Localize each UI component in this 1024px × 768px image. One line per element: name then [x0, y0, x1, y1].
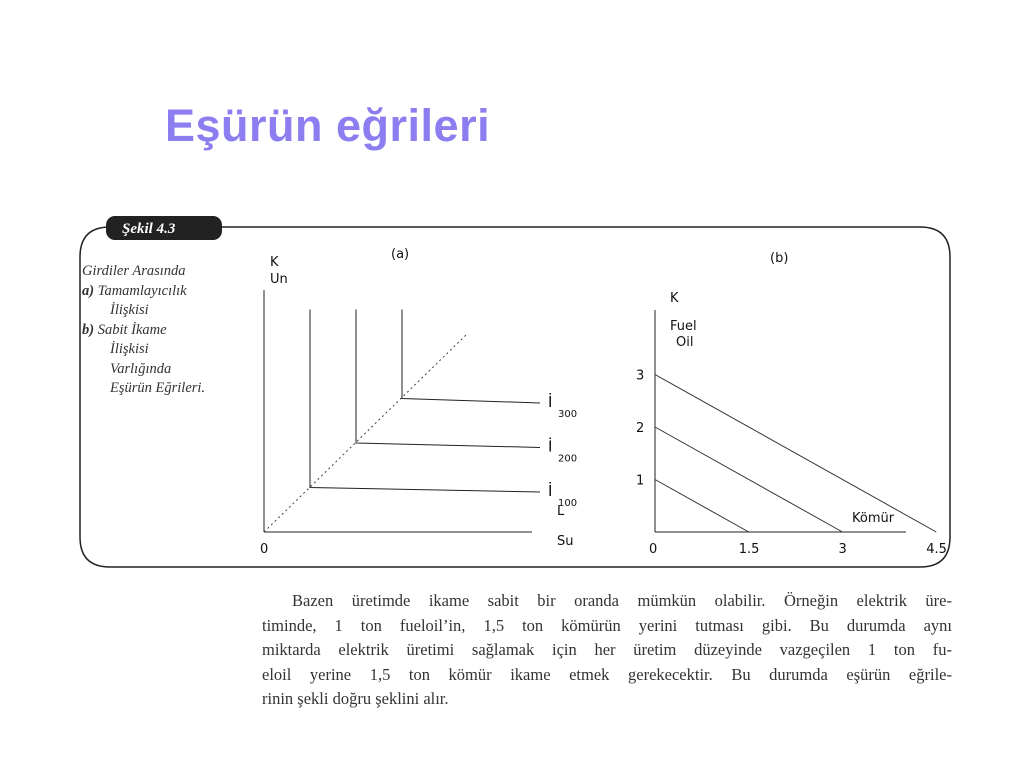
caption-item-b — [82, 321, 252, 341]
x-tick-label: 3 — [838, 542, 847, 557]
panel-b-xlabel: Kömür — [852, 511, 895, 526]
caption-b-marker: b) — [82, 321, 95, 338]
caption-a-marker: a) — [82, 282, 95, 299]
x-tick-label: 1.5 — [738, 542, 760, 557]
caption-a-text: Tamamlayıcılık — [97, 282, 187, 299]
caption-line-1: Girdiler Arasında — [82, 263, 186, 279]
isoquant-300 — [402, 310, 540, 403]
isoquant-label-sub-300: 300 — [558, 408, 578, 420]
panel-a-xlabel-2: Su — [557, 534, 574, 549]
straight-isoquant-2 — [655, 427, 843, 532]
isoquant-label-200: İ — [548, 437, 553, 456]
panel-a-label: (a) — [391, 247, 410, 262]
panel-b-origin: 0 — [649, 542, 658, 557]
y-tick-label: 2 — [636, 421, 645, 436]
isoquant-label-100: İ — [548, 481, 553, 500]
panel-b-label: (b) — [770, 251, 789, 266]
panel-b — [636, 251, 947, 557]
panel-b-ylabel-3: Oil — [676, 335, 694, 350]
panel-b-ylabel-2: Fuel — [670, 319, 697, 334]
isoquant-200 — [356, 310, 540, 448]
isoquant-label-300: İ — [548, 392, 553, 411]
panel-b-ylabel-1: K — [670, 291, 679, 306]
panel-a — [260, 247, 577, 557]
y-tick-label: 3 — [636, 368, 645, 384]
paragraph-line-2: timinde, 1 ton fueloil’in, 1,5 ton kömürün yerini tutması gibi. Bu durumda aynı — [262, 615, 952, 635]
x-tick-label: 4.5 — [926, 542, 947, 557]
paragraph-line-4: eloil yerine 1,5 ton kömür ikame etmek gerekecektir. Bu durumda eşürün eğrile- — [262, 664, 952, 684]
panel-a-ylabel-1: K — [270, 255, 279, 270]
caption-item-a — [82, 282, 252, 302]
caption-b-text4: Eşürün Eğrileri. — [110, 380, 206, 396]
panel-a-origin: 0 — [260, 542, 269, 557]
isoquant-label-sub-200: 200 — [558, 453, 578, 465]
caption-b-text2: İlişkisi — [110, 341, 149, 357]
slide-title: Eşürün eğrileri — [165, 100, 491, 151]
paragraph-line-1: Bazen üretimde ikame sabit bir oranda mümkün olabilir. Örneğin elektrik üre- — [292, 591, 952, 610]
straight-isoquant-1 — [655, 480, 749, 533]
panel-a-ylabel-2: Un — [270, 272, 288, 287]
body-paragraph — [262, 589, 952, 712]
figure-label: Şekil 4.3 — [122, 221, 176, 237]
panel-a-xlabel-1: L — [557, 504, 565, 519]
caption-b-text3: Varlığında — [110, 360, 172, 377]
paragraph-line-5: rinin şekli doğru şeklini alır. — [262, 689, 449, 708]
caption-a-text2: İlişkisi — [110, 302, 149, 318]
figure-caption — [82, 262, 252, 399]
panel-a-expansion-path — [264, 335, 466, 532]
y-tick-label: 1 — [636, 473, 645, 489]
isoquant-label-sub-100: 100 — [558, 497, 578, 509]
caption-b-text: Sabit İkame — [97, 321, 167, 338]
isoquant-100 — [310, 310, 540, 492]
paragraph-line-3: miktarda elektrik üretimi sağlamak için her üretim düzeyinde vazgeçilen 1 ton fu- — [262, 640, 952, 659]
straight-isoquant-3 — [655, 375, 936, 533]
